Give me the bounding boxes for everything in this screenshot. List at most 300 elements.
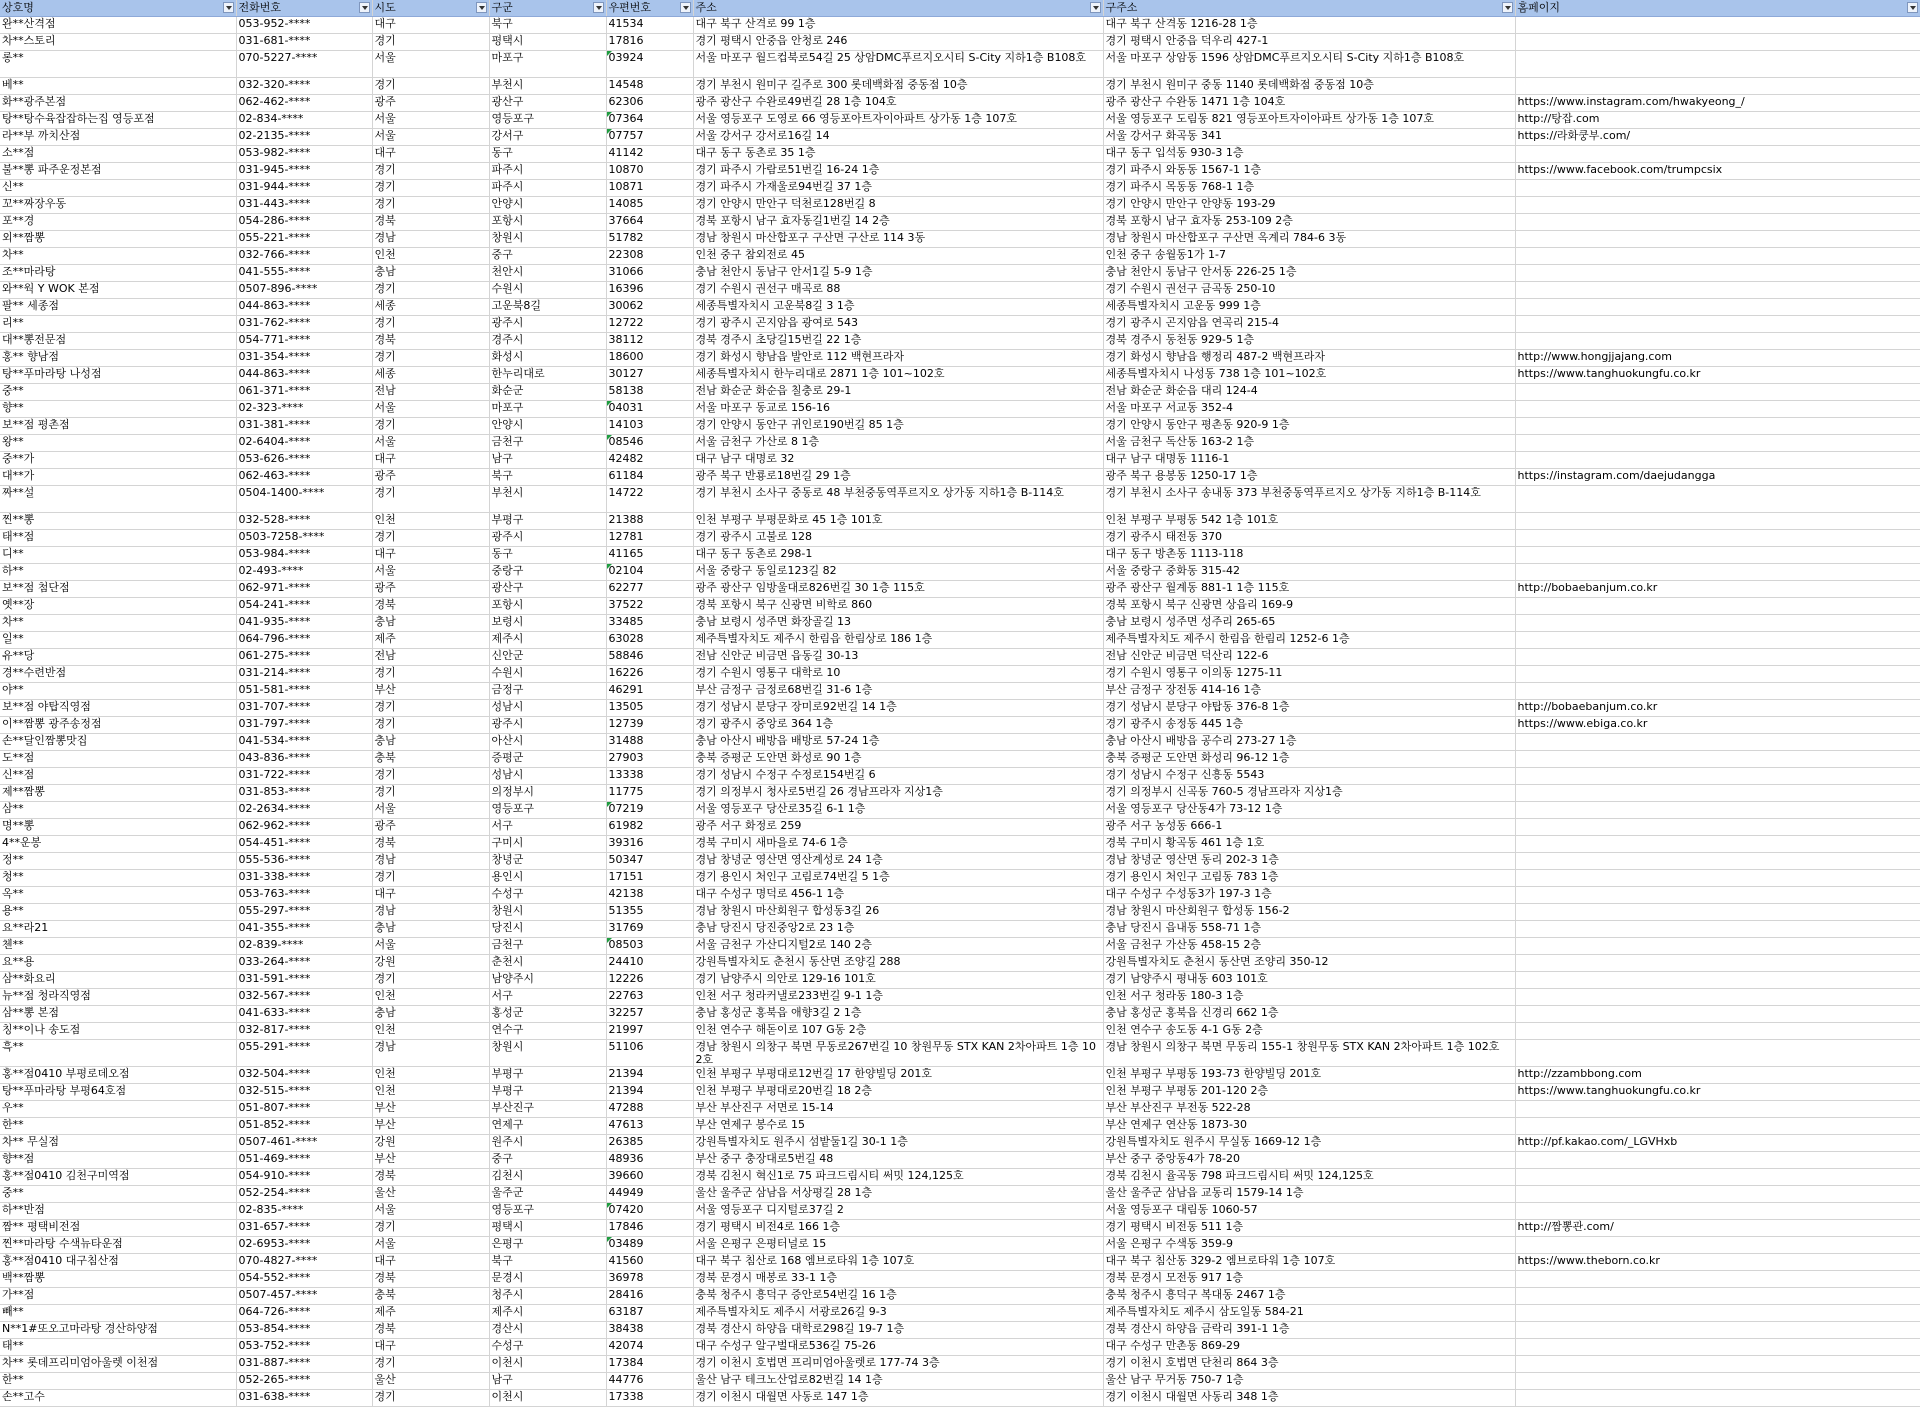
cell-address[interactable]: 경북 구미시 새마을로 74-6 1층 [693,836,1103,853]
cell-name[interactable]: 첸** [0,938,236,955]
cell-zip[interactable]: 08546 [606,435,693,452]
cell-homepage[interactable] [1515,666,1920,683]
cell-name[interactable]: 흑** [0,1040,236,1067]
cell-homepage[interactable] [1515,955,1920,972]
cell-sido[interactable]: 인천 [372,1067,489,1084]
cell-name[interactable]: 태** [0,1339,236,1356]
cell-zip[interactable]: 10870 [606,163,693,180]
cell-phone[interactable]: 02-834-**** [236,112,372,129]
cell-name[interactable]: 중**가 [0,452,236,469]
cell-zip[interactable]: 18600 [606,350,693,367]
cell-address[interactable]: 경기 광주시 고불로 128 [693,530,1103,547]
cell-sido[interactable]: 충북 [372,1288,489,1305]
cell-address[interactable]: 인천 서구 청라커낼로233번길 9-1 1층 [693,989,1103,1006]
cell-name[interactable]: 홍** 향남점 [0,350,236,367]
cell-old-address[interactable]: 경기 수원시 영통구 이의동 1275-11 [1103,666,1515,683]
cell-address[interactable]: 경북 문경시 매봉로 33-1 1층 [693,1271,1103,1288]
cell-name[interactable]: 탕**푸마라탕 나성점 [0,367,236,384]
cell-homepage[interactable] [1515,214,1920,231]
cell-homepage[interactable]: https://www.tanghuokungfu.co.kr [1515,1084,1920,1101]
cell-zip[interactable]: 31488 [606,734,693,751]
cell-name[interactable]: 가**점 [0,1288,236,1305]
cell-gugun[interactable]: 평택시 [489,34,606,51]
cell-old-address[interactable]: 서울 영등포구 대림동 1060-57 [1103,1203,1515,1220]
cell-old-address[interactable]: 세종특별자치시 나성동 738 1층 101~102호 [1103,367,1515,384]
cell-homepage[interactable] [1515,418,1920,435]
cell-sido[interactable]: 경북 [372,1169,489,1186]
cell-old-address[interactable]: 서울 중랑구 중화동 315-42 [1103,564,1515,581]
cell-phone[interactable]: 032-515-**** [236,1084,372,1101]
cell-gugun[interactable]: 남양주시 [489,972,606,989]
cell-homepage[interactable] [1515,513,1920,530]
cell-name[interactable]: 조**마라탕 [0,265,236,282]
cell-zip[interactable]: 42482 [606,452,693,469]
cell-sido[interactable]: 제주 [372,632,489,649]
cell-phone[interactable]: 062-971-**** [236,581,372,598]
cell-homepage[interactable] [1515,197,1920,214]
cell-zip[interactable]: 31066 [606,265,693,282]
cell-old-address[interactable]: 부산 금정구 장전동 414-16 1층 [1103,683,1515,700]
cell-address[interactable]: 강원특별자치도 원주시 섬밭둘1길 30-1 1층 [693,1135,1103,1152]
cell-homepage[interactable] [1515,1040,1920,1067]
cell-gugun[interactable]: 연제구 [489,1118,606,1135]
cell-phone[interactable]: 032-504-**** [236,1067,372,1084]
cell-sido[interactable]: 전남 [372,384,489,401]
cell-gugun[interactable]: 경주시 [489,333,606,350]
cell-old-address[interactable]: 광주 서구 농성동 666-1 [1103,819,1515,836]
cell-homepage[interactable] [1515,435,1920,452]
cell-address[interactable]: 경기 광주시 중앙로 364 1층 [693,717,1103,734]
cell-homepage[interactable]: http://탕잡.com [1515,112,1920,129]
cell-old-address[interactable]: 경북 경주시 동천동 929-5 1층 [1103,333,1515,350]
cell-gugun[interactable]: 광산구 [489,95,606,112]
cell-address[interactable]: 대구 수성구 알구벌대로536길 75-26 [693,1339,1103,1356]
cell-sido[interactable]: 서울 [372,435,489,452]
cell-old-address[interactable]: 충북 청주시 흥덕구 복대동 2467 1층 [1103,1288,1515,1305]
cell-address[interactable]: 충남 보령시 성주면 화장골길 13 [693,615,1103,632]
cell-phone[interactable]: 053-626-**** [236,452,372,469]
cell-zip[interactable]: 28416 [606,1288,693,1305]
cell-sido[interactable]: 대구 [372,1254,489,1271]
cell-homepage[interactable] [1515,751,1920,768]
cell-old-address[interactable]: 충남 당진시 읍내동 558-71 1층 [1103,921,1515,938]
cell-gugun[interactable]: 고운북8길 [489,299,606,316]
cell-homepage[interactable] [1515,1373,1920,1390]
cell-gugun[interactable]: 김천시 [489,1169,606,1186]
cell-address[interactable]: 대구 수성구 명덕로 456-1 1층 [693,887,1103,904]
cell-phone[interactable]: 031-214-**** [236,666,372,683]
cell-address[interactable]: 서울 금천구 가산로 8 1층 [693,435,1103,452]
cell-name[interactable]: 도**점 [0,751,236,768]
cell-gugun[interactable]: 제주시 [489,632,606,649]
cell-zip[interactable]: 07364 [606,112,693,129]
cell-phone[interactable]: 051-852-**** [236,1118,372,1135]
cell-gugun[interactable]: 서구 [489,989,606,1006]
cell-gugun[interactable]: 북구 [489,17,606,34]
cell-sido[interactable]: 강원 [372,955,489,972]
cell-zip[interactable]: 30127 [606,367,693,384]
cell-address[interactable]: 서울 영등포구 디지털로37길 2 [693,1203,1103,1220]
cell-sido[interactable]: 충남 [372,1006,489,1023]
cell-name[interactable]: 포**경 [0,214,236,231]
cell-old-address[interactable]: 경남 창원시 마산회원구 합성동 156-2 [1103,904,1515,921]
cell-gugun[interactable]: 창녕군 [489,853,606,870]
cell-old-address[interactable]: 서울 강서구 화곡동 341 [1103,129,1515,146]
cell-gugun[interactable]: 용인시 [489,870,606,887]
cell-name[interactable]: 명**뽕 [0,819,236,836]
cell-address[interactable]: 광주 북구 반룡로18번길 29 1층 [693,469,1103,486]
cell-gugun[interactable]: 금천구 [489,938,606,955]
cell-gugun[interactable]: 금정구 [489,683,606,700]
cell-homepage[interactable] [1515,1152,1920,1169]
cell-homepage[interactable] [1515,333,1920,350]
cell-phone[interactable]: 0503-7258-**** [236,530,372,547]
cell-name[interactable]: 용** [0,904,236,921]
cell-old-address[interactable]: 광주 광산구 수완동 1471 1층 104호 [1103,95,1515,112]
cell-name[interactable]: 차**스토리 [0,34,236,51]
cell-zip[interactable]: 42138 [606,887,693,904]
cell-homepage[interactable] [1515,51,1920,78]
cell-phone[interactable]: 031-443-**** [236,197,372,214]
cell-name[interactable]: 정** [0,853,236,870]
filter-dropdown-icon[interactable] [1502,2,1513,13]
cell-homepage[interactable] [1515,649,1920,666]
cell-phone[interactable]: 061-371-**** [236,384,372,401]
cell-old-address[interactable]: 인천 중구 송월동1가 1-7 [1103,248,1515,265]
cell-phone[interactable]: 055-536-**** [236,853,372,870]
cell-gugun[interactable]: 영등포구 [489,112,606,129]
cell-zip[interactable]: 47288 [606,1101,693,1118]
cell-homepage[interactable]: https://www.instagram.com/hwakyeong_/ [1515,95,1920,112]
cell-zip[interactable]: 14548 [606,78,693,95]
cell-zip[interactable]: 58138 [606,384,693,401]
cell-homepage[interactable] [1515,1322,1920,1339]
cell-address[interactable]: 부산 부산진구 서면로 15-14 [693,1101,1103,1118]
cell-phone[interactable]: 031-797-**** [236,717,372,734]
cell-zip[interactable]: 51106 [606,1040,693,1067]
cell-phone[interactable]: 032-766-**** [236,248,372,265]
cell-phone[interactable]: 070-4827-**** [236,1254,372,1271]
cell-address[interactable]: 강원특별자치도 춘천시 동산면 조양길 288 [693,955,1103,972]
cell-sido[interactable]: 경기 [372,350,489,367]
cell-homepage[interactable] [1515,870,1920,887]
cell-homepage[interactable] [1515,785,1920,802]
cell-name[interactable]: 차** [0,248,236,265]
cell-gugun[interactable]: 울주군 [489,1186,606,1203]
cell-zip[interactable]: 44949 [606,1186,693,1203]
cell-old-address[interactable]: 충남 천안시 동남구 안서동 226-25 1층 [1103,265,1515,282]
cell-zip[interactable]: 21997 [606,1023,693,1040]
cell-phone[interactable]: 054-241-**** [236,598,372,615]
cell-sido[interactable]: 인천 [372,989,489,1006]
cell-old-address[interactable]: 서울 은평구 수색동 359-9 [1103,1237,1515,1254]
cell-sido[interactable]: 경기 [372,78,489,95]
cell-homepage[interactable] [1515,904,1920,921]
cell-name[interactable]: 대**뽕전문점 [0,333,236,350]
cell-phone[interactable]: 062-962-**** [236,819,372,836]
cell-sido[interactable]: 경북 [372,598,489,615]
cell-address[interactable]: 경남 창녕군 영산면 영산계성로 24 1층 [693,853,1103,870]
cell-zip[interactable]: 41165 [606,547,693,564]
cell-zip[interactable]: 11775 [606,785,693,802]
cell-address[interactable]: 경북 경주시 초당길15번길 22 1층 [693,333,1103,350]
cell-gugun[interactable]: 청주시 [489,1288,606,1305]
cell-phone[interactable]: 053-763-**** [236,887,372,904]
cell-sido[interactable]: 경북 [372,1322,489,1339]
cell-gugun[interactable]: 아산시 [489,734,606,751]
cell-gugun[interactable]: 성남시 [489,768,606,785]
cell-address[interactable]: 경기 성남시 분당구 장미로92번길 14 1층 [693,700,1103,717]
cell-homepage[interactable] [1515,802,1920,819]
cell-old-address[interactable]: 경기 평택시 안중읍 덕우리 427-1 [1103,34,1515,51]
cell-address[interactable]: 부산 금정구 금정로68번길 31-6 1층 [693,683,1103,700]
cell-address[interactable]: 서울 강서구 강서로16길 14 [693,129,1103,146]
cell-old-address[interactable]: 경기 부천시 소사구 송내동 373 부천중동역푸르지오 상가동 지하1층 B-114호 [1103,486,1515,513]
cell-name[interactable]: 보**점 첨단점 [0,581,236,598]
cell-sido[interactable]: 서울 [372,51,489,78]
cell-homepage[interactable] [1515,632,1920,649]
cell-name[interactable]: 짬** 평택비전점 [0,1220,236,1237]
filter-dropdown-icon[interactable] [1907,2,1918,13]
cell-zip[interactable]: 14085 [606,197,693,214]
cell-address[interactable]: 울산 울주군 삼남읍 서상평길 28 1층 [693,1186,1103,1203]
cell-phone[interactable]: 0507-461-**** [236,1135,372,1152]
cell-sido[interactable]: 서울 [372,1203,489,1220]
cell-gugun[interactable]: 평택시 [489,1220,606,1237]
cell-zip[interactable]: 37522 [606,598,693,615]
cell-gugun[interactable]: 부평구 [489,1067,606,1084]
cell-gugun[interactable]: 문경시 [489,1271,606,1288]
cell-address[interactable]: 서울 중랑구 동일로123길 82 [693,564,1103,581]
cell-phone[interactable]: 041-534-**** [236,734,372,751]
cell-homepage[interactable] [1515,836,1920,853]
cell-name[interactable]: 삼**뽕 본점 [0,1006,236,1023]
cell-homepage[interactable] [1515,146,1920,163]
cell-name[interactable]: 백**짬뽕 [0,1271,236,1288]
cell-address[interactable]: 충남 천안시 동남구 안서1길 5-9 1층 [693,265,1103,282]
cell-phone[interactable]: 031-338-**** [236,870,372,887]
cell-address[interactable]: 대구 북구 침산로 168 엠브로타워 1층 107호 [693,1254,1103,1271]
cell-old-address[interactable]: 울산 남구 무거동 750-7 1층 [1103,1373,1515,1390]
cell-name[interactable]: 팔** 세종점 [0,299,236,316]
cell-gugun[interactable]: 수성구 [489,1339,606,1356]
cell-phone[interactable]: 052-254-**** [236,1186,372,1203]
cell-old-address[interactable]: 경북 경산시 하양읍 금락리 391-1 1층 [1103,1322,1515,1339]
cell-sido[interactable]: 강원 [372,1135,489,1152]
cell-homepage[interactable] [1515,853,1920,870]
cell-sido[interactable]: 광주 [372,95,489,112]
cell-name[interactable]: 중** [0,384,236,401]
cell-old-address[interactable]: 경남 창원시 마산합포구 구산면 옥계리 784-6 3동 [1103,231,1515,248]
cell-old-address[interactable]: 경기 용인시 처인구 고림동 783 1층 [1103,870,1515,887]
cell-address[interactable]: 대구 남구 대명로 32 [693,452,1103,469]
cell-address[interactable]: 전남 신안군 비금면 읍동길 30-13 [693,649,1103,666]
cell-gugun[interactable]: 포항시 [489,214,606,231]
cell-homepage[interactable] [1515,34,1920,51]
cell-homepage[interactable] [1515,1339,1920,1356]
cell-address[interactable]: 경기 이천시 호법면 프리미엄아울렛로 177-74 3층 [693,1356,1103,1373]
cell-address[interactable]: 전남 화순군 화순읍 칠충로 29-1 [693,384,1103,401]
cell-gugun[interactable]: 안양시 [489,197,606,214]
cell-name[interactable]: 요**용 [0,955,236,972]
cell-old-address[interactable]: 경기 평택시 비전동 511 1층 [1103,1220,1515,1237]
cell-homepage[interactable] [1515,78,1920,95]
cell-gugun[interactable]: 서구 [489,819,606,836]
cell-phone[interactable]: 031-638-**** [236,1390,372,1407]
cell-homepage[interactable] [1515,265,1920,282]
cell-zip[interactable]: 26385 [606,1135,693,1152]
cell-sido[interactable]: 경기 [372,972,489,989]
cell-sido[interactable]: 광주 [372,819,489,836]
cell-address[interactable]: 서울 영등포구 당산로35길 6-1 1층 [693,802,1103,819]
cell-sido[interactable]: 부산 [372,1152,489,1169]
cell-homepage[interactable] [1515,547,1920,564]
cell-name[interactable]: N**1#또오고마라탕 경산하양점 [0,1322,236,1339]
cell-zip[interactable]: 47613 [606,1118,693,1135]
cell-sido[interactable]: 광주 [372,581,489,598]
cell-old-address[interactable]: 대구 남구 대명동 1116-1 [1103,452,1515,469]
cell-gugun[interactable]: 화성시 [489,350,606,367]
cell-old-address[interactable]: 강원특별자치도 원주시 무실동 1669-12 1층 [1103,1135,1515,1152]
cell-name[interactable]: 보**점 평촌점 [0,418,236,435]
cell-old-address[interactable]: 경기 이천시 대월면 사동리 348 1층 [1103,1390,1515,1407]
cell-zip[interactable]: 51355 [606,904,693,921]
cell-name[interactable]: 홍**점0410 부평로데오점 [0,1067,236,1084]
cell-sido[interactable]: 경남 [372,904,489,921]
cell-address[interactable]: 경기 성남시 수정구 수정로154번길 6 [693,768,1103,785]
cell-phone[interactable]: 054-286-**** [236,214,372,231]
cell-homepage[interactable]: http://www.hongjjajang.com [1515,350,1920,367]
cell-address[interactable]: 경기 남양주시 의안로 129-16 101호 [693,972,1103,989]
cell-sido[interactable]: 경기 [372,717,489,734]
cell-zip[interactable]: 14103 [606,418,693,435]
cell-phone[interactable]: 055-221-**** [236,231,372,248]
cell-address[interactable]: 대구 동구 동촌로 298-1 [693,547,1103,564]
cell-zip[interactable]: 22763 [606,989,693,1006]
cell-address[interactable]: 경기 수원시 영통구 대학로 10 [693,666,1103,683]
cell-old-address[interactable]: 경기 광주시 태전동 370 [1103,530,1515,547]
cell-gugun[interactable]: 은평구 [489,1237,606,1254]
cell-address[interactable]: 경기 부천시 원미구 길주로 300 롯데백화점 중동점 10층 [693,78,1103,95]
cell-old-address[interactable]: 경북 김천시 율곡동 798 파크드림시티 써밋 124,125호 [1103,1169,1515,1186]
cell-zip[interactable]: 12722 [606,316,693,333]
cell-sido[interactable]: 인천 [372,248,489,265]
cell-name[interactable]: 차** [0,615,236,632]
cell-name[interactable]: 삼**화요리 [0,972,236,989]
cell-homepage[interactable]: http://bobaebanjum.co.kr [1515,700,1920,717]
cell-old-address[interactable]: 경기 안양시 만안구 안양동 193-29 [1103,197,1515,214]
cell-old-address[interactable]: 충북 증평군 도안면 화성리 96-12 1층 [1103,751,1515,768]
cell-sido[interactable]: 경북 [372,836,489,853]
cell-zip[interactable]: 27903 [606,751,693,768]
cell-zip[interactable]: 21388 [606,513,693,530]
cell-phone[interactable]: 051-581-**** [236,683,372,700]
cell-phone[interactable]: 054-910-**** [236,1169,372,1186]
cell-sido[interactable]: 경북 [372,214,489,231]
cell-zip[interactable]: 30062 [606,299,693,316]
cell-name[interactable]: 탕**탕수육잡잡하는집 영등포점 [0,112,236,129]
cell-old-address[interactable]: 인천 서구 청라동 180-3 1층 [1103,989,1515,1006]
cell-zip[interactable]: 62306 [606,95,693,112]
cell-name[interactable]: 찐**뽕 [0,513,236,530]
cell-phone[interactable]: 0507-457-**** [236,1288,372,1305]
cell-zip[interactable]: 13338 [606,768,693,785]
cell-phone[interactable]: 02-493-**** [236,564,372,581]
cell-sido[interactable]: 경기 [372,1390,489,1407]
cell-old-address[interactable]: 제주특별자치도 제주시 한림읍 한림리 1252-6 1층 [1103,632,1515,649]
cell-sido[interactable]: 대구 [372,146,489,163]
cell-zip[interactable]: 21394 [606,1067,693,1084]
cell-address[interactable]: 인천 연수구 해돋이로 107 G동 2층 [693,1023,1103,1040]
cell-gugun[interactable]: 원주시 [489,1135,606,1152]
cell-homepage[interactable] [1515,887,1920,904]
cell-phone[interactable]: 031-381-**** [236,418,372,435]
cell-zip[interactable]: 12739 [606,717,693,734]
cell-zip[interactable]: 03489 [606,1237,693,1254]
cell-gugun[interactable]: 당진시 [489,921,606,938]
cell-sido[interactable]: 서울 [372,564,489,581]
cell-gugun[interactable]: 한누리대로 [489,367,606,384]
cell-zip[interactable]: 31769 [606,921,693,938]
cell-name[interactable]: 빼** [0,1305,236,1322]
cell-phone[interactable]: 041-935-**** [236,615,372,632]
cell-phone[interactable]: 02-2634-**** [236,802,372,819]
cell-gugun[interactable]: 부천시 [489,78,606,95]
cell-gugun[interactable]: 부산진구 [489,1101,606,1118]
cell-address[interactable]: 세종특별자치시 고운북8길 3 1층 [693,299,1103,316]
cell-old-address[interactable]: 서울 마포구 상암동 1596 상암DMC푸르지오시티 S-City 지하1층 B108호 [1103,51,1515,78]
cell-gugun[interactable]: 의정부시 [489,785,606,802]
cell-gugun[interactable]: 화순군 [489,384,606,401]
cell-address[interactable]: 대구 동구 동촌로 35 1층 [693,146,1103,163]
cell-sido[interactable]: 인천 [372,513,489,530]
cell-gugun[interactable]: 북구 [489,1254,606,1271]
cell-sido[interactable]: 대구 [372,1339,489,1356]
cell-old-address[interactable]: 인천 부평구 부평동 193-73 한양빌딩 201호 [1103,1067,1515,1084]
cell-gugun[interactable]: 광주시 [489,530,606,547]
cell-old-address[interactable]: 경기 남양주시 평내동 603 101호 [1103,972,1515,989]
cell-homepage[interactable] [1515,452,1920,469]
cell-gugun[interactable]: 제주시 [489,1305,606,1322]
cell-phone[interactable]: 070-5227-**** [236,51,372,78]
cell-name[interactable]: 한** [0,1118,236,1135]
cell-gugun[interactable]: 창원시 [489,904,606,921]
cell-old-address[interactable]: 서울 영등포구 당산동4가 73-12 1층 [1103,802,1515,819]
cell-name[interactable]: 리** [0,316,236,333]
cell-name[interactable]: 찐**마라탕 수색뉴타운점 [0,1237,236,1254]
cell-address[interactable]: 경북 경산시 하양읍 대학로298길 19-7 1층 [693,1322,1103,1339]
cell-old-address[interactable]: 부산 부산진구 부전동 522-28 [1103,1101,1515,1118]
cell-zip[interactable]: 22308 [606,248,693,265]
cell-name[interactable]: 일** [0,632,236,649]
cell-phone[interactable]: 031-853-**** [236,785,372,802]
cell-zip[interactable]: 16396 [606,282,693,299]
cell-gugun[interactable]: 부평구 [489,513,606,530]
cell-homepage[interactable]: https://instagram.com/daejudangga [1515,469,1920,486]
cell-old-address[interactable]: 경남 창원시 의창구 북면 무동리 155-1 창원무동 STX KAN 2차아파트 1층 102호 [1103,1040,1515,1067]
cell-homepage[interactable] [1515,683,1920,700]
cell-zip[interactable]: 12226 [606,972,693,989]
cell-homepage[interactable] [1515,938,1920,955]
cell-homepage[interactable] [1515,921,1920,938]
cell-old-address[interactable]: 인천 연수구 송도동 4-1 G동 2층 [1103,1023,1515,1040]
cell-address[interactable]: 경기 광주시 곤지암읍 광여로 543 [693,316,1103,333]
cell-phone[interactable]: 051-807-**** [236,1101,372,1118]
cell-old-address[interactable]: 경기 안양시 동안구 평촌동 920-9 1층 [1103,418,1515,435]
cell-homepage[interactable] [1515,1186,1920,1203]
cell-sido[interactable]: 경기 [372,768,489,785]
cell-gugun[interactable]: 신안군 [489,649,606,666]
